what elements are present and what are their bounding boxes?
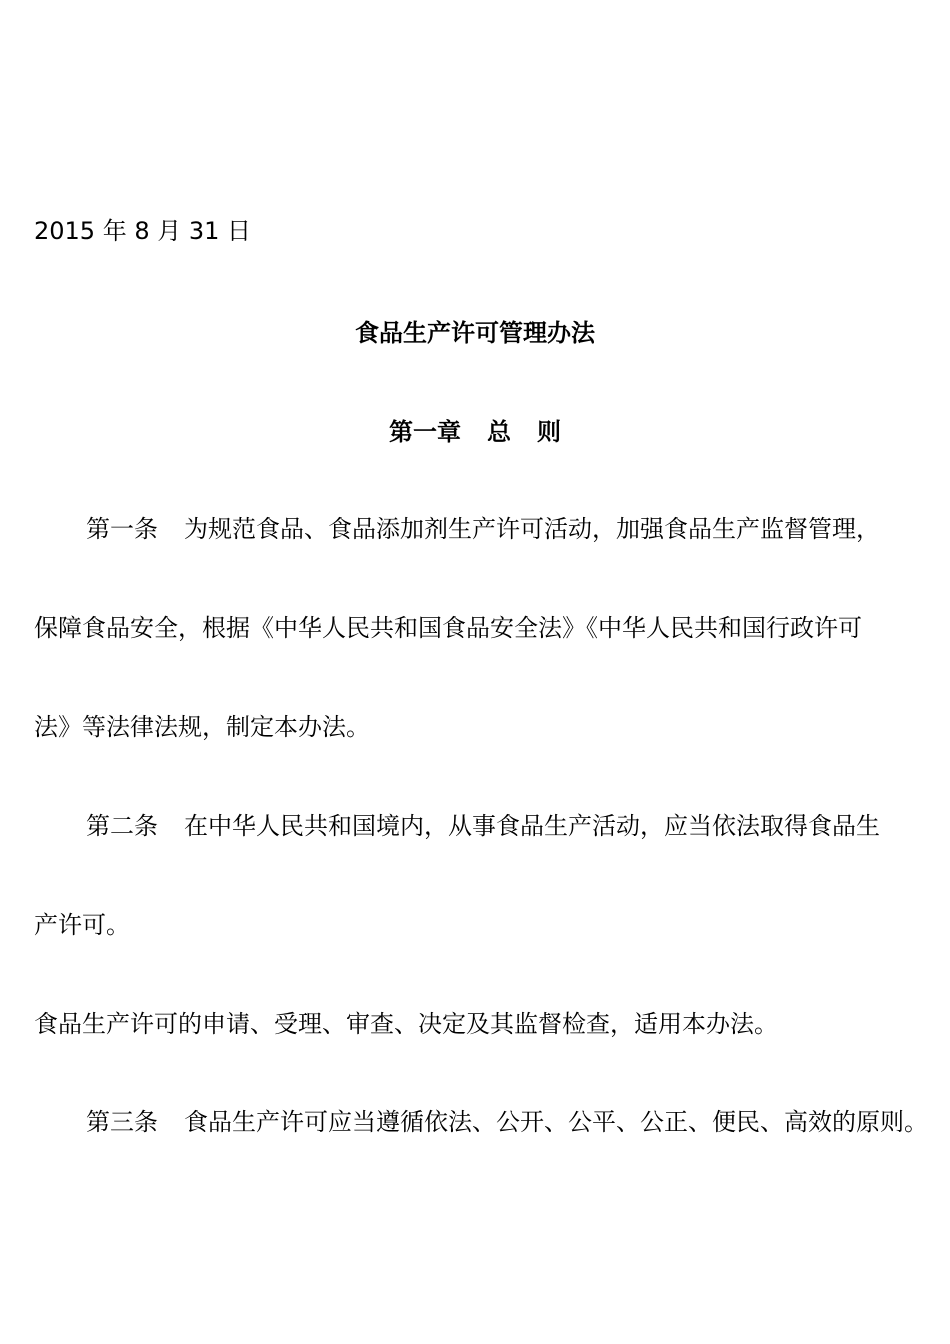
article-3-line-1 — [34, 1106, 928, 1138]
article-1-line-3: 法》等法律法规，制定本办法。 — [34, 713, 370, 741]
article-2-label: 第二条 — [86, 812, 158, 840]
chapter-name-part1: 总 — [487, 418, 511, 446]
chapter-name-part2: 则 — [537, 418, 561, 446]
article-1-text-1: 为规范食品、食品添加剂生产许可活动，加强食品生产监督管理， — [184, 515, 880, 543]
article-3-label: 第三条 — [86, 1108, 158, 1136]
article-1-line-1 — [34, 513, 919, 545]
document-date: 2015 年 8 月 31 日 — [34, 217, 252, 245]
chapter-heading — [0, 416, 950, 448]
article-2-line-2: 产许可。 — [34, 911, 130, 939]
article-2-line-1 — [34, 810, 919, 842]
article-1-line-2: 保障食品安全，根据《中华人民共和国食品安全法》《中华人民共和国行政许可 — [34, 614, 862, 642]
article-2-line-3: 食品生产许可的申请、受理、审查、决定及其监督检查，适用本办法。 — [34, 1010, 778, 1038]
document-title: 食品生产许可管理办法 — [355, 319, 595, 347]
article-2-text-1: 在中华人民共和国境内，从事食品生产活动，应当依法取得食品生 — [184, 812, 880, 840]
article-1-label: 第一条 — [86, 515, 158, 543]
article-3-text-1: 食品生产许可应当遵循依法、公开、公平、公正、便民、高效的原则。 — [184, 1108, 928, 1136]
chapter-number: 第一章 — [389, 418, 461, 446]
